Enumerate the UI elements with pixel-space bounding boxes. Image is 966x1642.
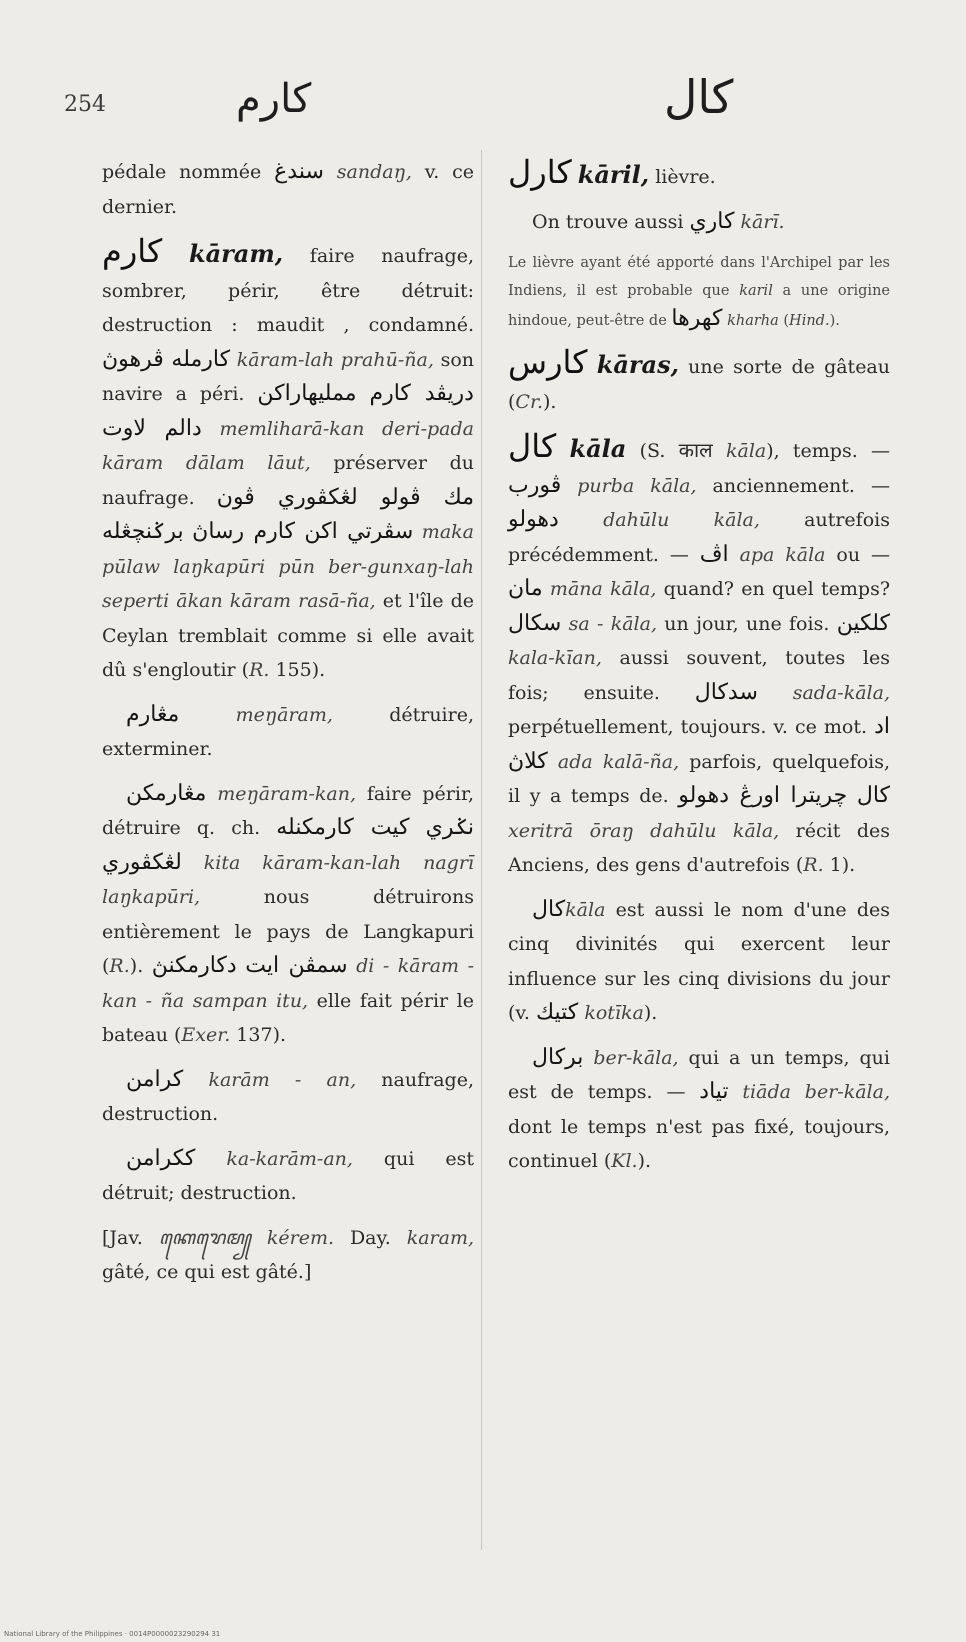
headword-arabic: كارس xyxy=(508,343,588,381)
entry-kala: كال kāla (S. काल kāla), temps. — ڤورب purba kāla, anciennement. — دهولو dahūlu kāla, autrefois précédemment. — اڤ apa kāla ou — مان māna kāla, quand? en quel temps? سكال sa - kāla, un jour, une fois. كلكين kala-kīan, aussi souvent, toutes les fois; ensuite. سدكال sada-kāla, perpétuellement, toujours. v. ce mot. اد كلاڽ ada kalā-ña, parfois, quelquefois, il y a temps de. چريترا اورڠ دهولو كال xeritrā ōraŋ dahūlu kāla, récit des Anciens, des gens d'autrefois (R. 1). xyxy=(508,427,891,876)
right-column xyxy=(508,155,890,1189)
page-number: 254 xyxy=(64,92,106,117)
entry-kakaraman: ككرامن ka-karām-an, qui est détruit; destruction. xyxy=(102,1145,474,1204)
entry-karaman: كرامن karām - an, naufrage, destruction. xyxy=(102,1066,474,1125)
scan-footer: National Library of the Philippines · 0014P0000023290294 31 xyxy=(4,1630,221,1638)
etymology-note: [Jav. ꦏꦺꦫꦺꦩ꧀ kérem. Day. karam, gâté, ce qui est gâté.] xyxy=(102,1226,474,1283)
entry-karas: كارس kāras, une sorte de gâteau (Cr.). xyxy=(508,343,890,413)
entry-karam: كارم kāram, faire naufrage, sombrer, périr, être détruit: destruction : maudit , condamné. كارمله ڤرهوڽ kāram-lah prahū-ña, son navire a péri. ممليهاراكن دريڤد كارم دالم لاوت memliharā-kan deri-pada kāram dālam lāut, préserver du naufrage. مك ڤولو لڠكڤوري ڤون برݢنچڠله سڤرتي اكن كارم رساڽ maka pūlaw laŋkapūri pūn ber-gunxaŋ-lah seperti ākan kāram rasā-ña, et l'île de Ceylan tremblait comme si elle avait dû s'engloutir (R. 155). xyxy=(102,232,475,681)
entry-ber-kala: بركال ber-kāla, qui a un temps, qui est de temps. — تياد tiāda ber-kāla, dont le temps n'est pas fixé, toujours, continuel (Kl.). xyxy=(508,1044,890,1172)
headword: kāras, xyxy=(596,350,679,379)
entry-kari-note: On trouve aussi كاري kārī. xyxy=(532,208,785,234)
headword-arabic: كارل xyxy=(508,153,572,191)
headword-arabic: كال xyxy=(508,427,557,465)
column-divider xyxy=(481,150,482,1550)
karil-etymology: Le lièvre ayant été apporté dans l'Archipel par les Indiens, il est probable que karil a une origine hindoue, peut-être de كهرها kharha (Hind.). xyxy=(508,255,890,331)
entry-mengaram: مڠارم meŋāram, détruire, exterminer. xyxy=(102,701,474,760)
headword-arabic: كارم xyxy=(102,232,163,270)
right-running-head: كال xyxy=(664,70,734,124)
left-running-head: كارم xyxy=(236,76,312,122)
headword: kāla xyxy=(569,434,627,463)
entry-kala-divinity: كالkāla est aussi le nom d'une des cinq divinités qui exercent leur influence sur les cinq divisions du jour (v. كتيك kotīka). xyxy=(508,896,890,1025)
headword: kāram, xyxy=(188,239,284,268)
entry-mengaram-kan: مڠارمكن meŋāram-kan, faire périr, détruire q. ch. كيت كارمكنله نݢري لڠكڤوري kita kāram-kan-lah nagrī laŋkapūri, nous détruirons entièrement le pays de Langkapuri (R.). دكارمكنڽ سمڤن ايت di - kāram - kan - ña sampan itu, elle fait périr le bateau (Exer. 137). xyxy=(102,780,474,1046)
headword: kāril, xyxy=(577,160,650,189)
entry-continuation: pédale nommée سندغ sandaŋ, v. ce dernier. xyxy=(102,159,474,218)
entry-karil: كارل kāril, lièvre. xyxy=(508,153,716,191)
left-column xyxy=(102,155,474,1300)
